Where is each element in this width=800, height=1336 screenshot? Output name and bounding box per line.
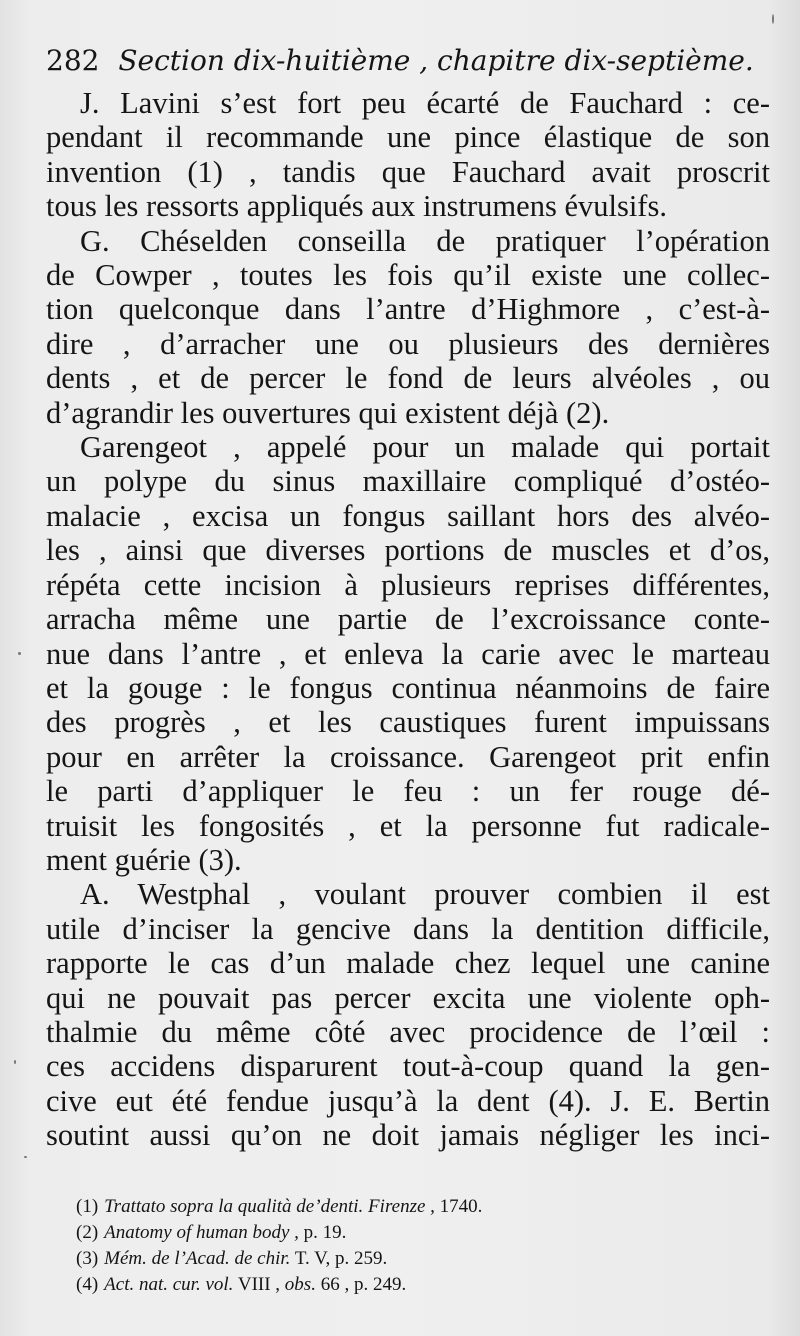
- footnote-detail: VIII ,: [233, 1274, 285, 1295]
- footnote-3: [76, 1246, 696, 1272]
- footnote-number: (2): [76, 1222, 99, 1243]
- paper-speck: [24, 1156, 27, 1158]
- paragraph-lavini: [46, 86, 770, 224]
- running-title: Section dix-huitième , chapitre dix-septième.: [118, 44, 754, 77]
- footnote-citation: Mém. de l’Acad. de chir.: [104, 1248, 291, 1269]
- text-line: qui ne pouvait pas percer excita une violente oph-: [46, 980, 770, 1015]
- text-line: et la gouge : le fongus continua néanmoins de faire: [46, 670, 770, 705]
- footnote-number: (1): [76, 1196, 99, 1217]
- footnote-number: (4): [76, 1274, 99, 1295]
- text-line: J. Lavini s’est fort peu écarté de Fauchard : ce-: [80, 86, 770, 120]
- text-line: utile d’inciser la gencive dans la dentition difficile,: [46, 911, 770, 946]
- footnote-citation: obs.: [284, 1274, 316, 1295]
- page-number: 282: [46, 44, 100, 77]
- footnote-detail: T. V, p. 259.: [290, 1248, 388, 1269]
- footnote-detail: 1740.: [434, 1196, 483, 1217]
- footnote-detail: 66 , p. 249.: [315, 1274, 407, 1295]
- text-line: tous les ressorts appliqués aux instrumens évulsifs.: [46, 189, 667, 224]
- paper-speck: [772, 14, 774, 24]
- main-text: [46, 86, 770, 1153]
- text-line: le parti d’appliquer le feu : un fer rouge dé-: [46, 774, 770, 809]
- text-line: de Cowper , toutes les fois qu’il existe une collec-: [46, 258, 770, 293]
- text-line: invention (1) , tandis que Fauchard avait proscrit: [46, 154, 770, 189]
- paper-speck: [18, 652, 21, 655]
- text-line: dents , et de percer le fond de leurs alvéoles , ou: [46, 361, 770, 396]
- text-line: pour en arrêter la croissance. Garengeot prit enfin: [46, 739, 770, 774]
- text-line: soutint aussi qu’on ne doit jamais négliger les inci-: [46, 1118, 770, 1153]
- footnote-4: [76, 1272, 696, 1298]
- text-line: ment guérie (3).: [46, 842, 242, 877]
- text-line: malacie , excisa un fongus saillant hors des alvéo-: [46, 498, 770, 533]
- text-line: tion quelconque dans l’antre d’Highmore , c’est-à-: [46, 292, 770, 327]
- text-line: nue dans l’antre , et enleva la carie avec le marteau: [46, 636, 770, 671]
- footnote-detail: p. 19.: [298, 1222, 347, 1243]
- text-line: un polype du sinus maxillaire compliqué d’ostéo-: [46, 464, 770, 499]
- text-line: rapporte le cas d’un malade chez lequel une canine: [46, 946, 770, 981]
- text-line: arracha même une partie de l’excroissance conte-: [46, 602, 770, 637]
- footnote-2: [76, 1220, 696, 1246]
- text-line: truisit les fongosités , et la personne fut radicale-: [46, 808, 770, 843]
- text-line: répéta cette incision à plusieurs reprises différentes,: [46, 567, 770, 602]
- paragraph-cheselden: [46, 224, 770, 430]
- footnote-number: (3): [76, 1248, 99, 1269]
- text-line: des progrès , et les caustiques furent impuissans: [46, 705, 770, 740]
- text-line: A. Westphal , voulant prouver combien il est: [80, 877, 770, 912]
- text-line: les , ainsi que diverses portions de muscles et d’os,: [46, 533, 770, 568]
- paragraph-garengeot: [46, 430, 770, 877]
- text-line: dire , d’arracher une ou plusieurs des dernières: [46, 326, 770, 361]
- text-line: Garengeot , appelé pour un malade qui portait: [80, 430, 770, 465]
- paper-speck: [14, 1060, 16, 1064]
- text-line: cive eut été fendue jusqu’à la dent (4). J. E. Bertin: [46, 1083, 770, 1118]
- footnote-citation: Trattato sopra la qualità de’denti. Firenze ,: [104, 1196, 435, 1217]
- text-line: pendant il recommande une pince élastique de son: [46, 120, 770, 155]
- running-header: [46, 44, 776, 77]
- footnote-citation: Act. nat. cur. vol.: [104, 1274, 234, 1295]
- footnotes: [76, 1194, 696, 1298]
- text-line: d’agrandir les ouvertures qui existent déjà (2).: [46, 395, 610, 430]
- footnote-citation: Anatomy of human body ,: [104, 1222, 299, 1243]
- paragraph-westphal: [46, 877, 770, 1152]
- text-line: G. Chéselden conseilla de pratiquer l’opération: [80, 223, 770, 258]
- text-line: ces accidens disparurent tout-à-coup quand la gen-: [46, 1049, 770, 1084]
- text-line: thalmie du même côté avec procidence de l’œil :: [46, 1014, 770, 1049]
- footnote-1: [76, 1194, 696, 1220]
